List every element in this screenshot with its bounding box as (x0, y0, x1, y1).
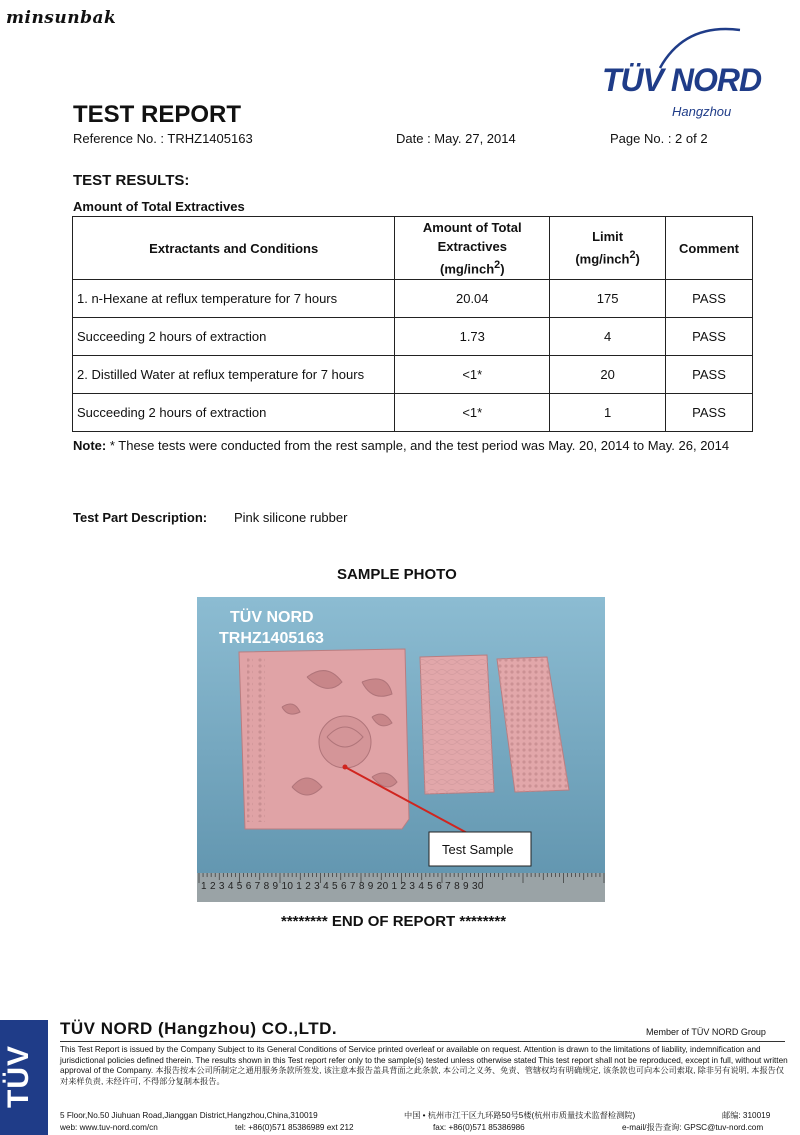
part-description-label: Test Part Description: (73, 510, 208, 525)
col-comment: Comment (666, 217, 753, 280)
brand-logo: TÜV NORD (602, 62, 762, 98)
cell-amount: <1* (395, 394, 550, 432)
photo-label-line1: TÜV NORD (230, 609, 314, 626)
results-heading: TEST RESULTS: (73, 172, 190, 189)
results-table (72, 216, 753, 432)
table-row (73, 356, 753, 394)
table-title: Amount of Total Extractives (73, 199, 245, 214)
end-of-report: ******** END OF REPORT ******** (281, 913, 507, 930)
cell-limit: 1 (550, 394, 666, 432)
cell-amount: 1.73 (395, 318, 550, 356)
sample-photo-title: SAMPLE PHOTO (337, 566, 457, 583)
footer-zip: 邮编: 310019 (722, 1111, 771, 1120)
page-number: Page No. : 2 of 2 (610, 131, 708, 146)
table-note: Note: * These tests were conducted from the rest sample, and the test period was May. 20, 2014 to May. 26, 2014 (73, 438, 730, 453)
report-date: Date : May. 27, 2014 (396, 131, 516, 146)
watermark: minsunbak (6, 8, 117, 28)
photo-ruler-scale: 1 2 3 4 5 6 7 8 9 10 1 2 3 4 5 6 7 8 9 20 1 2 3 4 5 6 7 8 9 30 (201, 881, 484, 892)
cell-limit: 20 (550, 356, 666, 394)
footer-divider (60, 1041, 785, 1042)
cell-limit: 4 (550, 318, 666, 356)
cell-condition: 1. n-Hexane at reflux temperature for 7 hours (73, 280, 395, 318)
reference-number: Reference No. : TRHZ1405163 (73, 131, 253, 146)
table-row (73, 280, 753, 318)
footer-tel: tel: +86(0)571 85386989 ext 212 (235, 1123, 354, 1132)
col-extractants: Extractants and Conditions (73, 217, 395, 280)
footer-address: 5 Floor,No.50 Jiuhuan Road,Jianggan District,Hangzhou,China,310019 (60, 1111, 318, 1120)
brand-city: Hangzhou (672, 104, 732, 119)
col-amount: Amount of Total Extractives (mg/inch$^2$) (395, 217, 550, 280)
cell-comment: PASS (666, 356, 753, 394)
sample-photo (197, 597, 605, 902)
table-header-row (73, 217, 753, 280)
cell-condition: Succeeding 2 hours of extraction (73, 318, 395, 356)
photo-label-line2: TRHZ1405163 (219, 630, 324, 647)
table-row (73, 394, 753, 432)
footer-company: TÜV NORD (Hangzhou) CO.,LTD. (60, 1019, 338, 1038)
footer-address-cn: 中国 • 杭州市江干区九环路50号5楼(杭州市质量技术监督检测院) (404, 1111, 636, 1120)
cell-condition: 2. Distilled Water at reflux temperature for 7 hours (73, 356, 395, 394)
test-sample-callout: Test Sample (442, 842, 514, 857)
cell-comment: PASS (666, 280, 753, 318)
footer-email: e-mail/报告查询: GPSC@tuv-nord.com (622, 1123, 764, 1132)
col-limit: Limit (mg/inch$^2$) (550, 217, 666, 280)
report-title: TEST REPORT (73, 101, 242, 128)
footer-member: Member of TÜV NORD Group (646, 1027, 766, 1037)
cell-amount: 20.04 (395, 280, 550, 318)
table-row (73, 318, 753, 356)
footer-disclaimer: This Test Report is issued by the Company Subject to its General Conditions of Service printed overleaf or available on request. Attention is drawn to the limitations of liability, indemnification and jurisdictional policies defined therein. The results shown in this Test report refer only to the sample(s) tested unless otherwise stated This test report shall not be reproduced, except in full, without written approval of the Company. 本报告按本公司所制定之通用服务条款所签发, 该注意本报告盖具背面之此条款, 本公司之义务、免责、管辖权均有明确规定, 该条款也可向本公司索取, 除非另有说明, 本报告仅对来样负责, 未经许可, 不得部分复制本报告。 (60, 1045, 788, 1086)
cell-condition: Succeeding 2 hours of extraction (73, 394, 395, 432)
footer-fax: fax: +86(0)571 85386986 (433, 1123, 525, 1132)
footer-web: web: www.tuv-nord.com/cn (60, 1123, 158, 1132)
cell-amount: <1* (395, 356, 550, 394)
cell-comment: PASS (666, 318, 753, 356)
cell-comment: PASS (666, 394, 753, 432)
footer-tuv-logo: TÜV (2, 1045, 35, 1108)
cell-limit: 175 (550, 280, 666, 318)
part-description-value: Pink silicone rubber (234, 510, 348, 525)
